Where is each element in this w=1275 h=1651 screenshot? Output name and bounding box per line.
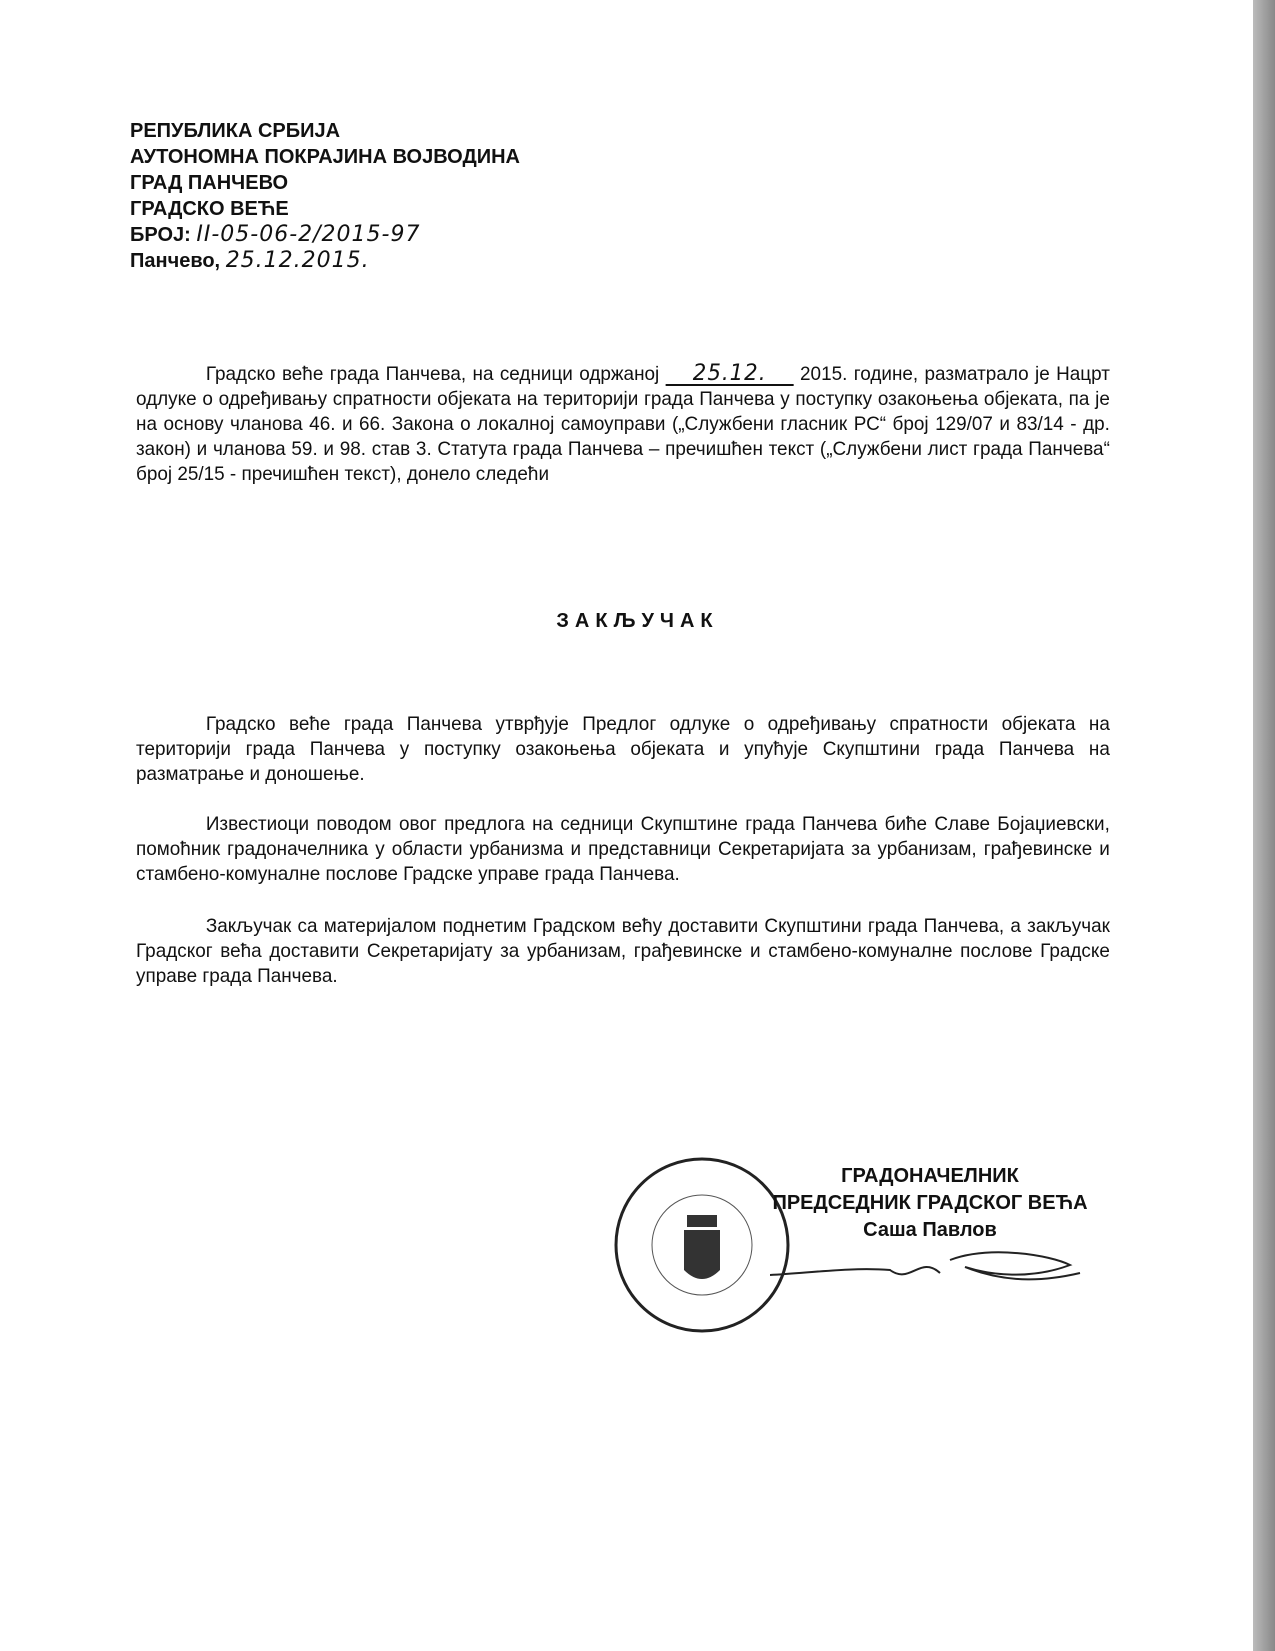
conclusion-paragraph-3: [136, 914, 1110, 989]
header-province: АУТОНОМНА ПОКРАЈИНА ВОЈВОДИНА: [130, 146, 520, 168]
signature-title-mayor: ГРАДОНАЧЕЛНИК: [841, 1165, 1019, 1187]
conclusion-paragraph-2: [136, 812, 1110, 887]
intro-paragraph: [136, 362, 1110, 487]
signatory-name: Саша Павлов: [863, 1219, 997, 1241]
date-value: 25.12.2015.: [225, 248, 370, 273]
number-label: БРОЈ:: [130, 224, 191, 246]
document-title: ЗАКЉУЧАК: [556, 610, 719, 632]
coat-of-arms-icon: [684, 1215, 720, 1279]
place-label: Панчево,: [130, 250, 221, 272]
signature-title-president: ПРЕДСЕДНИК ГРАДСКОГ ВЕЋА: [772, 1192, 1088, 1214]
session-date: 25.12.: [666, 364, 794, 386]
header-republic: РЕПУБЛИКА СРБИЈА: [130, 120, 341, 142]
paragraph-text: Известиоци поводом овог предлога на седници Скупштине града Панчева биће Славе Бојаџиевски, помоћник градоначелника у области урбанизма и представници Секретаријата за урбанизам, грађевинске и стамбено-комуналне послове Градске управе града Панчева.: [136, 813, 1110, 885]
conclusion-paragraph-1: [136, 712, 1110, 787]
scan-edge: [1253, 0, 1275, 1651]
handwritten-signature: [770, 1245, 1090, 1305]
header-council: ГРАДСКО ВЕЋЕ: [130, 198, 289, 220]
place-date: [130, 248, 520, 274]
signature-block: [730, 1163, 1130, 1244]
number-value: II-05-06-2/2015-97: [196, 222, 421, 247]
paragraph-text: Градско веће града Панчева утврђује Предлог одлуке о одређивању спратности објеката на територији града Панчева у поступку озакоњења објеката и упућује Скупштини града Панчева на разматрање и доношење.: [136, 713, 1110, 785]
header-city: ГРАД ПАНЧЕВО: [130, 172, 289, 194]
intro-text-2: 2015. године, разматрало је Нацрт одлуке о одређивању спратности објеката на територији града Панчева у поступку озакоњења објеката, па је на основу чланова 46. и 66. Закона о локалној самоуправи („Службени гласник РС“ број 129/07 и 83/14 - др. закон) и чланова 59. и 98. став 3. Статута града Панчева – пречишћен текст („Службени лист града Панчева“ број 25/15 - пречишћен текст), донело следећи: [136, 363, 1110, 485]
intro-text-1: Градско веће града Панчева, на седници одржаној: [205, 363, 660, 385]
paragraph-text: Закључак са материјалом поднетим Градском већу доставити Скупштини града Панчева, а закључак Градског већа доставити Секретаријату за урбанизам, грађевинске и стамбено-комуналне послове Градске управе града Панчева.: [136, 915, 1110, 987]
document-header: [130, 118, 520, 274]
document-number: [130, 222, 520, 248]
